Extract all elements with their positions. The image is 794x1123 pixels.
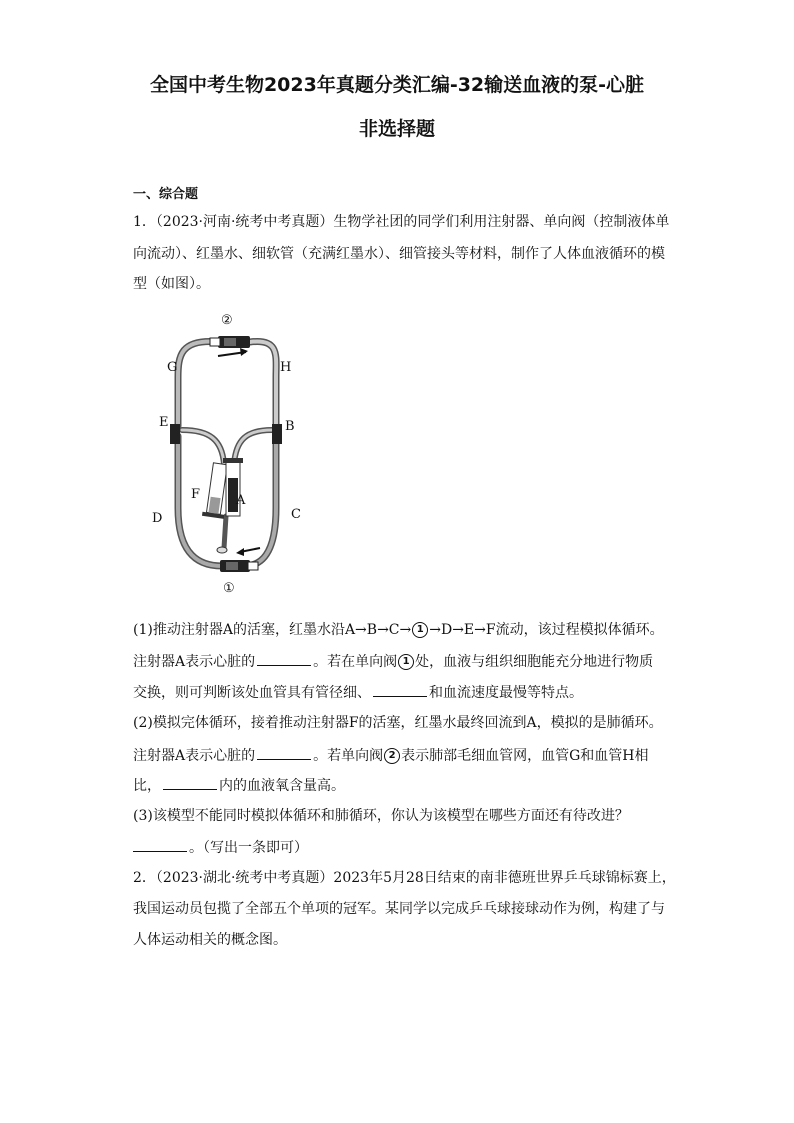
q1-part1-line1 <box>133 622 664 638</box>
q1-part2-line1: (2)模拟完体循环，接着推动注射器F的活塞，红墨水最终回流到A，模拟的是肺循环。 <box>133 715 663 731</box>
flow-arrow-top <box>218 348 248 356</box>
answer-blank[interactable] <box>163 777 217 790</box>
q1-part1-text-f: 交换，则可判断该处血管具有管径细、 <box>133 685 371 701</box>
label-f: F <box>191 487 201 502</box>
label-valve-2: ② <box>221 313 233 328</box>
circled-number: 1 <box>398 654 414 670</box>
valve-2 <box>210 336 250 348</box>
answer-blank[interactable] <box>257 747 311 760</box>
label-e: E <box>159 415 169 430</box>
section-heading: 一、综合题 <box>133 187 199 202</box>
q1-part1-line2 <box>133 653 653 670</box>
answer-blank[interactable] <box>373 684 427 697</box>
label-g: G <box>167 360 178 375</box>
circled-number: 1 <box>412 622 428 638</box>
q1-part2-text-b: 。若单向阀 <box>313 748 384 764</box>
document-title: 全国中考生物2023年真题分类汇编-32输送血液的泵-心脏 <box>149 74 645 96</box>
q1-part1-text-e: 处，血液与组织细胞能充分地进行物质 <box>415 654 654 670</box>
q1-part1-text-g: 和血流速度最慢等特点。 <box>429 685 583 701</box>
label-a: A <box>236 493 246 508</box>
q1-part2-text-d: 比， <box>133 778 161 794</box>
answer-blank[interactable] <box>257 653 311 666</box>
q1-stem-line3: 型（如图）。 <box>133 276 210 292</box>
valve-1 <box>220 560 258 572</box>
label-valve-1: ① <box>223 581 235 596</box>
q1-part1-text-a: (1)推动注射器A的活塞，红墨水沿A→B→C→ <box>133 622 412 638</box>
junction-b <box>272 424 282 444</box>
label-c: C <box>291 507 301 522</box>
q2-stem-line2: 我国运动员包揽了全部五个单项的冠军。某同学以完成乒乓球接球动作为例，构建了与 <box>133 901 665 917</box>
q1-part1-text-c: 注射器A表示心脏的 <box>133 654 256 670</box>
q1-part2-text-e: 内的血液氧含量高。 <box>219 778 345 794</box>
q2-stem-line3: 人体运动相关的概念图。 <box>133 932 287 948</box>
label-h: H <box>280 360 292 375</box>
circled-number: 2 <box>384 748 400 764</box>
q1-part3-line2 <box>133 839 308 855</box>
q1-part2-line3 <box>133 777 345 793</box>
answer-blank[interactable] <box>133 839 187 852</box>
q2-stem-line1: 2．（2023·湖北·统考中考真题）2023年5月28日结束的南非德班世界乒乓球锦标赛上， <box>133 870 676 886</box>
q1-part1-text-b: →D→E→F流动，该过程模拟体循环。 <box>429 622 664 638</box>
q1-part1-text-d: 。若在单向阀 <box>313 654 398 670</box>
label-d: D <box>152 511 163 526</box>
circulation-model-figure <box>140 308 340 598</box>
q1-part2-line2 <box>133 747 649 764</box>
q1-stem-line2: 向流动）、红墨水、细软管（充满红墨水）、细管接头等材料，制作了人体血液循环的模 <box>133 246 665 262</box>
q1-part1-line3 <box>133 684 583 700</box>
q1-part3-text: 。（写出一条即可） <box>189 840 308 856</box>
document-subtitle: 非选择题 <box>358 118 435 140</box>
q1-part2-text-c: 表示肺部毛细血管网，血管G和血管H相 <box>401 748 649 764</box>
junction-e <box>170 424 180 444</box>
q1-part3-line1: (3)该模型不能同时模拟体循环和肺循环，你认为该模型在哪些方面还有待改进？ <box>133 808 629 824</box>
q1-part2-text-a: 注射器A表示心脏的 <box>133 748 256 764</box>
label-b: B <box>285 419 295 434</box>
flow-arrow-bottom <box>236 548 260 556</box>
q1-stem-line1: 1．（2023·河南·统考中考真题）生物学社团的同学们利用注射器、单向阀（控制液体单 <box>133 214 670 230</box>
